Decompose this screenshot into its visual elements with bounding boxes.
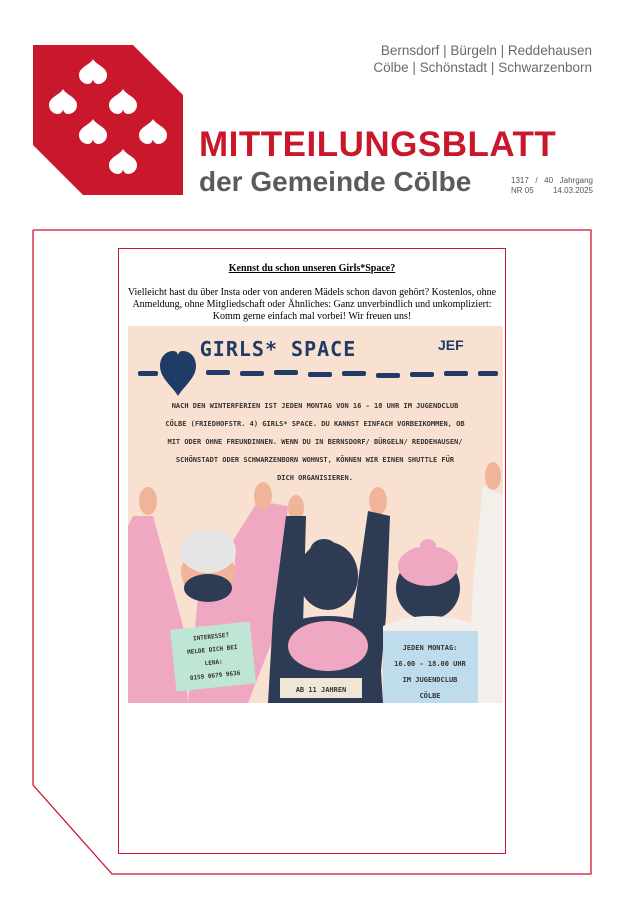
- schedule-line: CÖLBE: [419, 692, 441, 700]
- issue-separator: /: [535, 176, 538, 185]
- flyer-text-line: CÖLBE (FRIEDHOFSTR. 4) GIRLS* SPACE. DU KANNST EINFACH VORBEIKOMMEN, OB: [165, 420, 465, 428]
- issue-number: 1317: [511, 176, 529, 185]
- coat-of-arms-logo: [33, 45, 183, 195]
- issue-nr: NR 05: [511, 186, 534, 195]
- volume-label: Jahrgang: [559, 176, 593, 185]
- flyer-text-line: MIT ODER OHNE FREUNDINNEN. WENN DU IN BERNSDORF/ BÜRGELN/ REDDEHAUSEN/: [167, 438, 463, 446]
- flyer-text-line: SCHÖNSTADT ODER SCHWARZENBORN WOHNST, KÖNNEN WIR EINEN SHUTTLE FÜR: [175, 456, 455, 464]
- girls-space-flyer: [128, 326, 503, 703]
- schedule-line: IM JUGENDCLUB: [402, 676, 458, 684]
- contact-line: 0159 0679 9636: [189, 669, 241, 682]
- towns-line-1: Bernsdorf | Bürgeln | Reddehausen: [380, 43, 592, 58]
- towns-list: [373, 42, 592, 76]
- issue-info: [511, 176, 593, 196]
- schedule-line: JEDEN MONTAG:: [402, 644, 458, 652]
- page-title: MITTEILUNGSBLATT: [199, 125, 557, 164]
- flyer-text-line: NACH DEN WINTERFERIEN IST JEDEN MONTAG VON 16 - 18 UHR IM JUGENDCLUB: [171, 402, 459, 410]
- schedule-line: 16.00 - 18.00 UHR: [394, 660, 466, 668]
- age-text: AB 11 JAHREN: [295, 686, 347, 694]
- contact-line: MELDE DICH BEI: [186, 643, 238, 657]
- towns-line-2: Cölbe | Schönstadt | Schwarzenborn: [373, 60, 592, 75]
- flyer-logo-text: JEF: [438, 337, 464, 353]
- flyer-title: GIRLS* SPACE: [199, 337, 357, 361]
- contact-line: INTERESSE?: [192, 631, 230, 643]
- page-subtitle: der Gemeinde Cölbe: [199, 166, 472, 197]
- flyer-text-line: DICH ORGANISIEREN.: [277, 474, 353, 482]
- article-body: Vielleicht hast du über Insta oder von anderen Mädels schon davon gehört? Kostenlos, ohne Anmeldung, ohne Mitgliedschaft oder Ähnliches: Ganz unverbindlich und unkompliziert: Komm gerne einfach mal vorbei! Wir freuen uns!: [127, 287, 497, 322]
- contact-note: [170, 621, 256, 691]
- contact-line: LENA:: [204, 658, 224, 668]
- issue-date: 14.03.2025: [552, 186, 593, 195]
- article-heading: Kennst du schon unseren Girls*Space?: [228, 263, 396, 274]
- volume-number: 40: [544, 176, 554, 185]
